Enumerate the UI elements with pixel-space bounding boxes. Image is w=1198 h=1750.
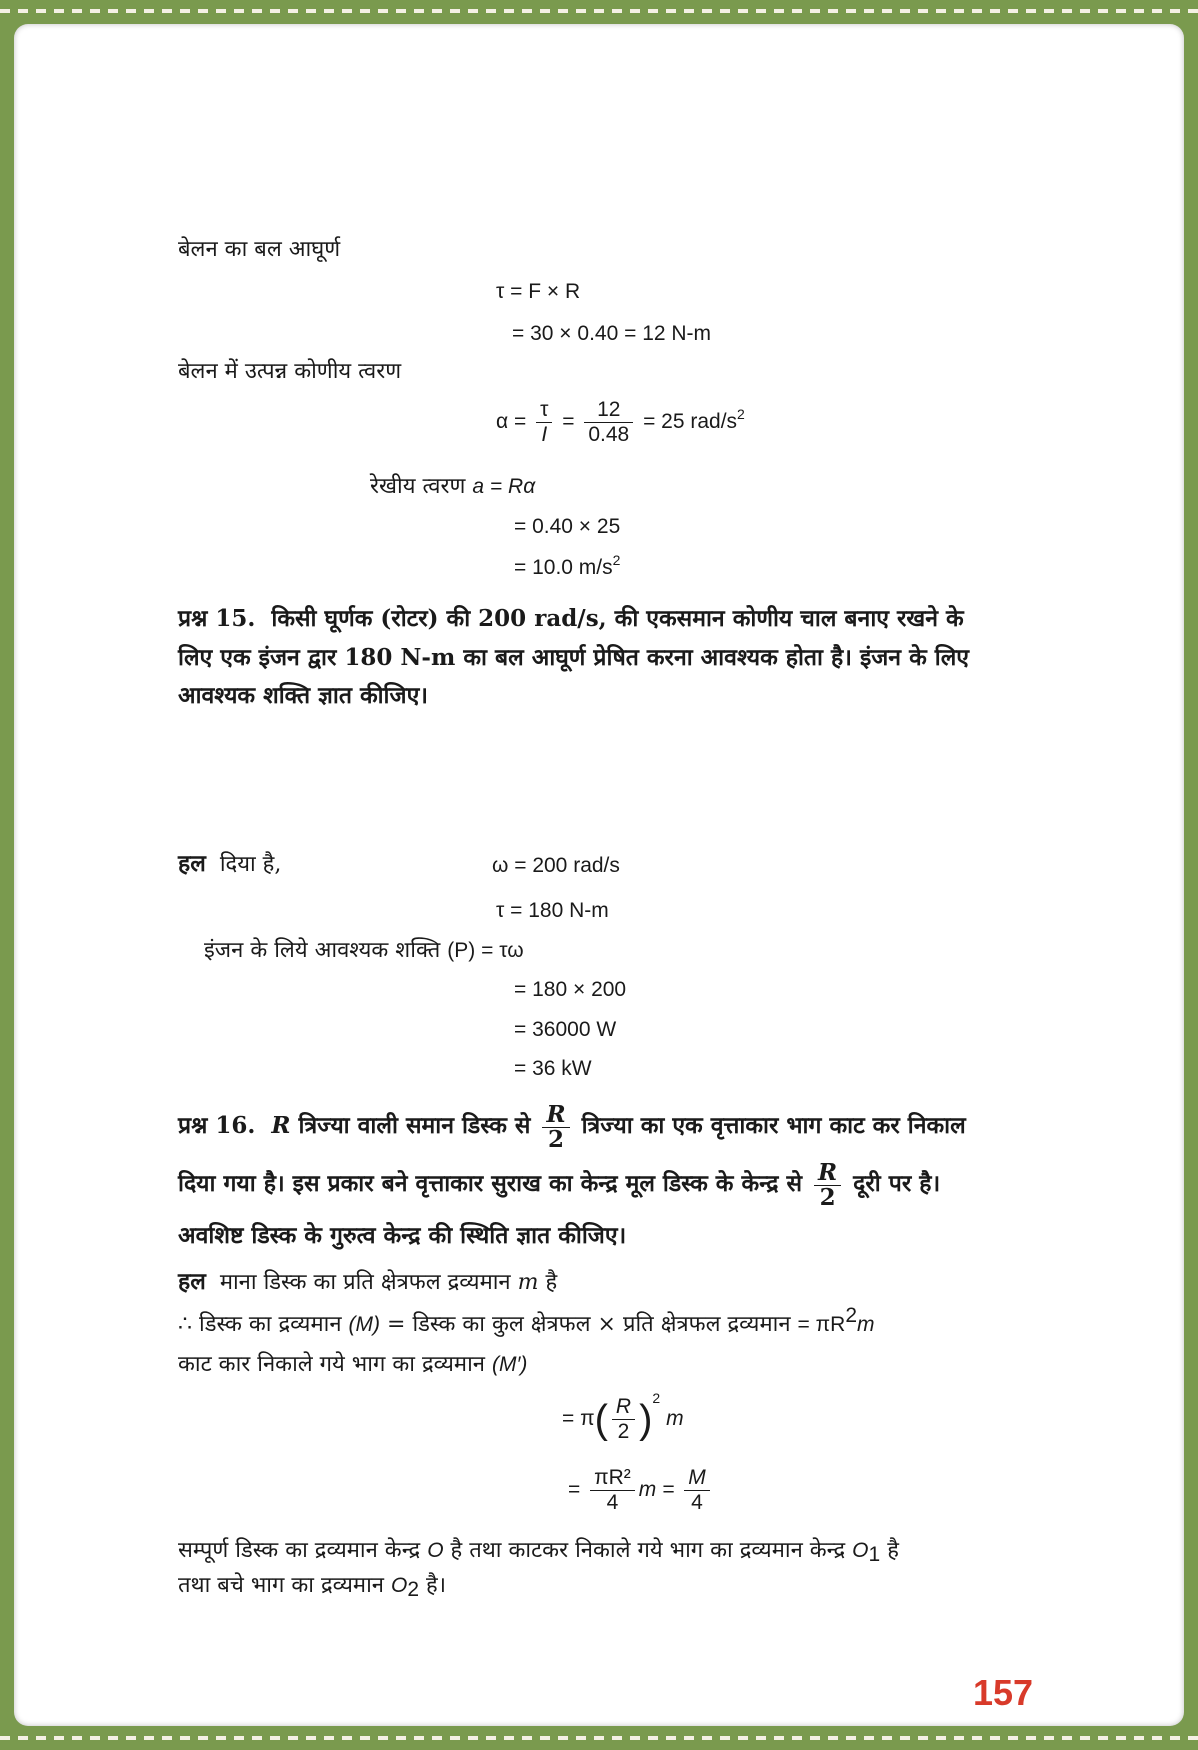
question-15-line-1: प्रश्न 15. किसी घूर्णक (रोटर) की 200 rad/s, की एकसमान कोणीय चाल बनाए रखने के [178,605,964,632]
equation-line: = 30 × 0.40 = 12 N-m [512,322,712,345]
text-line: सम्पूर्ण डिस्क का द्रव्यमान केन्द्र O है तथा काटकर निकाले गये भाग का द्रव्यमान केन्द्र $O_1$ है [178,1538,899,1566]
fraction: $\frac{12}{0.48}$ [584,398,633,447]
question-16-line-1: प्रश्न 16. R त्रिज्या वाली समान डिस्क से $\frac{R}{2}$ त्रिज्या का एक वृत्ताकार भाग काट कर निकाल [178,1100,966,1153]
equation-line: ω = 200 rad/s [492,854,620,877]
fraction: $\frac{\text{πR²}}{4}$ [590,1466,635,1515]
text-line: काट कार निकाले गये भाग का द्रव्यमान (M′) [178,1352,528,1377]
question-15-line-3: आवश्यक शक्ति ज्ञात कीजिए। [178,682,429,709]
fraction: $\frac{R}{2}$ [612,1395,635,1444]
equation-line: = 36000 W [514,1018,617,1041]
equation-line: = $\frac{\text{πR²}}{4}$ m = $\frac{M}{4}$ [568,1460,714,1520]
page-number: 157 [973,1672,1034,1713]
equation-line: α = $\frac{\tau}{I}$ = $\frac{12}{0.48}$ = 25 rad/$s^2$ [496,397,745,446]
text-line: तथा बचे भाग का द्रव्यमान $O_2$ है। [178,1573,447,1601]
solution-label-line: हल माना डिस्क का प्रति क्षेत्रफल द्रव्यमान m है [178,1268,558,1295]
equation-line: τ = F × R [496,280,581,303]
fraction: $\frac{\tau}{I}$ [536,398,552,447]
top-dashed-border [0,9,1198,13]
solution-label-line: हल दिया है, [178,850,282,877]
fraction: $\frac{R}{2}$ [814,1161,841,1210]
question-16-line-2: दिया गया है। इस प्रकार बने वृत्ताकार सुराख का केन्द्र मूल डिस्क के केन्द्र से $\frac{R}{2}$ दूरी पर है। [178,1158,941,1211]
equation-line: = 180 × 200 [514,978,627,1001]
equation-line: = π( $\frac{R}{2}$ )$^2$ m [562,1390,684,1443]
equation-line: = 0.40 × 25 [514,515,621,538]
fraction: $\frac{R}{2}$ [542,1103,569,1152]
question-16-line-3: अवशिष्ट डिस्क के गुरुत्व केन्द्र की स्थिति ज्ञात कीजिए। [178,1222,627,1249]
text-line: बेलन में उत्पन्न कोणीय त्वरण [178,359,402,384]
bottom-dashed-border [0,1736,1198,1740]
fraction: $\frac{M}{4}$ [684,1466,710,1515]
text-line: ∴ डिस्क का द्रव्यमान (M) = डिस्क का कुल क्षेत्रफल × प्रति क्षेत्रफल द्रव्यमान = $\pi R^2m$ [178,1304,875,1337]
question-15-line-2: लिए एक इंजन द्वार 180 N-m का बल आघूर्ण प्रेषित करना आवश्यक होता है। इंजन के लिए [178,644,970,671]
equation-line: τ = 180 N-m [496,899,609,922]
equation-line: = 10.0 $m/s^2$ [514,552,621,579]
equation-line: = 36 kW [514,1057,592,1080]
text-line: इंजन के लिये आवश्यक शक्ति (P) = τω [204,938,524,963]
text-line: रेखीय त्वरण a = Rα [370,474,536,499]
text-line: बेलन का बल आघूर्ण [178,237,341,262]
